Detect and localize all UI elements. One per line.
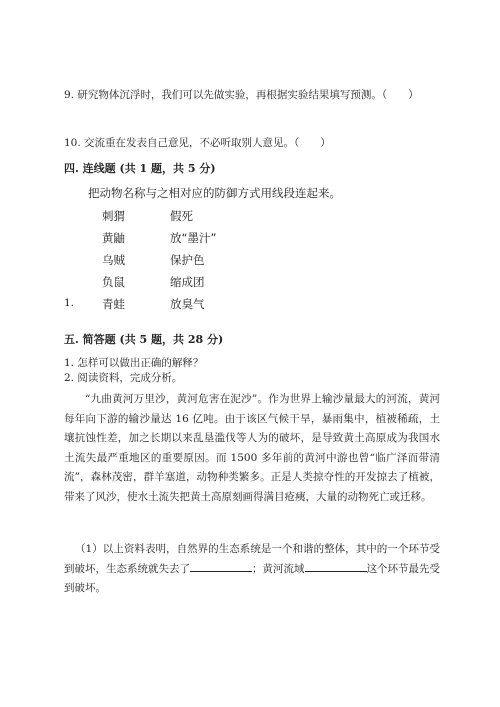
animal-item[interactable]: 乌贼	[102, 253, 125, 267]
section-5-heading: 五. 简答题 (共 5 题，共 28 分)	[64, 333, 224, 346]
sub-question-text: 这个环节最先受到破坏。	[64, 562, 440, 594]
answer-blank-1[interactable]	[190, 560, 252, 572]
animal-item[interactable]: 负鼠	[102, 275, 125, 289]
defense-item[interactable]: 放臭气	[170, 297, 205, 311]
animal-item[interactable]: 黄鼬	[102, 231, 125, 245]
sub-question-1	[64, 540, 440, 599]
matching-instruction: 把动物名称与之相对应的防御方式用线段连起来。	[88, 186, 341, 200]
sub-question-text: ；黄河流域	[252, 562, 305, 575]
reading-passage: “九曲黄河万里沙，黄河危害在泥沙”。作为世界上输沙量最大的河流，黄河每年向下游的输沙量达 16 亿吨。由于该区气候干旱，暴雨集中，植被稀疏，土壤抗蚀性差，加之长期以来乱垦滥伐等人为的破坏，是导致黄土高原成为我国水土流失最严重地区的重要原因。而 1500 多年前的黄河中游也曾“临广泽而带清流”，森林茂密，群羊塞道，动物种类繁多。正是人类掠夺性的开发掠去了植被，带来了风沙，使水土流失把黄土高原刻画得满目疮痍，大量的动物死亡或迁移。	[64, 393, 440, 503]
question-9: 9. 研究物体沉浮时，我们可以先做实验，再根据实验结果填写预测。（ ）	[64, 89, 419, 101]
question-10: 10. 交流重在发表自己意见，不必听取别人意见。（ ）	[64, 137, 331, 149]
question-number: 1.	[64, 297, 75, 309]
defense-item[interactable]: 假死	[170, 209, 193, 223]
sub-question-text: （1）以上资料表明，自然界的生态系统是一个和谐的整体，其中的一个环节受到破坏，生态系统就失去了	[64, 543, 440, 575]
question-1: 1. 怎样可以做出正确的解释？	[64, 357, 204, 369]
animal-item[interactable]: 刺猬	[102, 209, 125, 223]
question-2: 2. 阅读资料，完成分析。	[64, 372, 183, 384]
answer-blank-2[interactable]	[305, 560, 367, 572]
section-4-heading: 四. 连线题 (共 1 题，共 5 分)	[64, 162, 216, 175]
animal-item[interactable]: 青蛙	[102, 297, 125, 311]
defense-item[interactable]: 放“墨汁”	[170, 231, 217, 245]
defense-item[interactable]: 保护色	[170, 253, 205, 267]
defense-item[interactable]: 缩成团	[170, 275, 205, 289]
